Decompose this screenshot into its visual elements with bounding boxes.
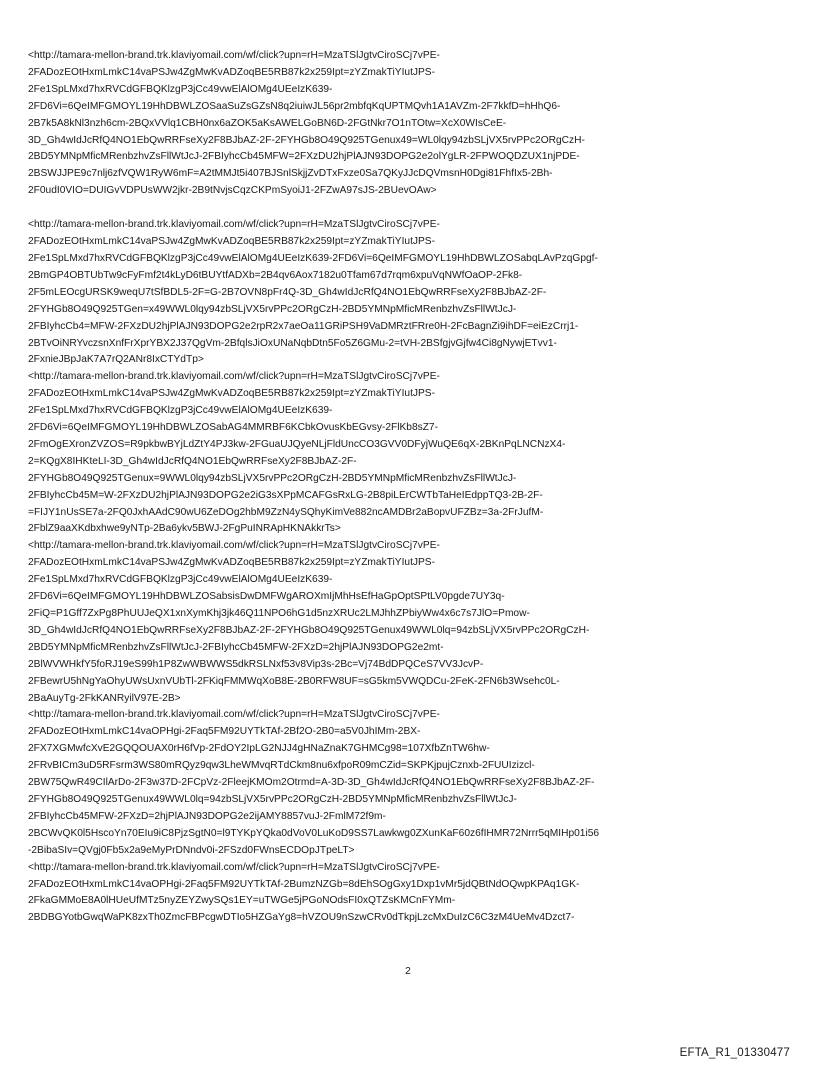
text-line: 2FRvBICm3uD5RFsrm3WS80mRQyz9qw3LheWMvqRTdCkm8nu6xfpoR09mCZid=SKPKjpujCznxb-2FUUIzizcl- (28, 760, 535, 772)
text-line: 2FblZ9aaXKdbxhwe9yNTp-2Ba6ykv5BWJ-2FgPuINRApHKNAkkrTs> (28, 523, 341, 535)
text-line: 2F0udI0VIO=DUIGvVDPUsWW2jkr-2B9tNvjsCqzCKPmSyoiJ1-2FZwA97sJS-2BUevOAw> (28, 185, 437, 197)
text-line: 2FD6Vi=6QeIMFGMOYL19HhDBWLZOSaaSuZsGZsN8q2iuiwJL56pr2mbfqKqUPTMQvh1A1AVZm-2F7kkfD=hHhQ6- (28, 100, 561, 112)
text-line: 2BTvOiNRYvczsnXnfFrXprYBX2J37QgVm-2BfqlsJiOxUNaNqbDtn5Fo5Z6GMu-2=tVH-2BSfgjvGjfw4Ci8gNywjETvv1- (28, 337, 557, 349)
text-line: 3D_Gh4wIdJcRfQ4NO1EbQwRRFseXy2F8BJbAZ-2F-2FYHGb8O49Q925TGenux49WWL0lq=94zbSLjVX5rvPPc2ORgCzH- (28, 624, 590, 636)
text-line: 2BDBGYotbGwqWaPK8zxTh0ZmcFBPcgwDTIo5HZGaYg8=hVZOU9nSzwCRv0dTkpjLzcMxDuIzC6C3zM4UeMv4Dzct7- (28, 912, 575, 924)
text-line: 2=KQgX8IHKteLI-3D_Gh4wIdJcRfQ4NO1EbQwRRFseXy2F8BJbAZ-2F- (28, 455, 357, 467)
text-line: 2B7k5A8kNl3nzh6cm-2BQxVVlq1CBH0nx6aZOK5aKsAWELGoBN6D-2FGtNkr7O1nTOtw=XcX0WIsCeE- (28, 117, 507, 129)
text-line: <http://tamara-mellon-brand.trk.klaviyomail.com/wf/click?upn=rH=MzaTSlJgtvCiroSCj7vPE- (28, 219, 440, 231)
text-line: 2BmGP4OBTUbTw9cFyFmf2t4kLyD6tBUYtfADXb=2B4qv6Aox7182u0Tfam67d7rqm6xpuVqNWfOaOP-2Fk8- (28, 269, 523, 281)
text-line: 2FADozEOtHxmLmkC14vaOPHgi-2Faq5FM92UYTkTAf-2BumzNZGb=8dEhSOgGxy1Dxp1vMr5jdQBtNdOQwpKPAq1GK- (28, 878, 580, 890)
text-line: 2FkaGMMoE8A0lHUeUfMTz5nyZEYZwySQs1EY=uTWGe5jPGoNOdsFI0xQTZsKMCnFYMm- (28, 895, 456, 907)
text-line: 2BCWvQK0l5HscoYn70EIu9iC8PjzSgtN0=l9TYKpYQka0dVoV0LuKoD9SS7Lawkwg0ZXunKaF60z6fIHMR72Nrrr5qMIHp01i56 (28, 827, 600, 839)
text-line: 2FiQ=P1Gff7ZxPg8PhUUJeQX1xnXymKhj3jk46Q11NPO6hG1d5nzXRUc2LMJhhZPbiyWw4x6c7s7JlO=Pmow- (28, 608, 530, 619)
text-line: 2BSWJJPE9c7nlj6zfVQW1RyW6mF=A2tMMJt5i407BJSnlSkjjZvDTxFxze0Sa7QKyJJcDQVmsnH0Dgi81FhfIx5-2Bh- (28, 168, 553, 180)
text-line: <http://tamara-mellon-brand.trk.klaviyomail.com/wf/click?upn=rH=MzaTSlJgtvCiroSCj7vPE- (28, 540, 440, 552)
text-line: 2FBIyhcCb4=MFW-2FXzDU2hjPlAJN93DOPG2e2rpR2x7aeOa11GRiPSH9VaDMRztFRre0H-2FcBagnZi9ihDF=eiEzCrrj1- (28, 320, 579, 332)
text-line: <http://tamara-mellon-brand.trk.klaviyomail.com/wf/click?upn=rH=MzaTSlJgtvCiroSCj7vPE- (28, 709, 440, 721)
text-line: 2FADozEOtHxmLmkC14vaPSJw4ZgMwKvADZoqBE5RB87k2x259Ipt=zYZmakTiYIutJPS- (28, 66, 435, 78)
text-line: 2FX7XGMwfcXvE2GQQOUAX0rH6fVp-2FdOY2IpLG2NJJ4gHNaZnaK7GHMCg98=107XfbZnTW6hw- (28, 743, 490, 755)
text-line: 2FD6Vi=6QeIMFGMOYL19HhDBWLZOSabsisDwDMFWgAROXmIjMhHsEfHaGpOptSPtLV0pgde7UY3q- (28, 591, 505, 603)
text-line: 2FYHGb8O49Q925TGen=x49WWL0lqy94zbSLjVX5rvPPc2ORgCzH-2BD5YMNpMficMRenbzhvZsFllWtJcJ- (28, 303, 517, 315)
text-line: -2BibaSIv=QVgj0Fb5x2a9eMyPrDNndv0i-2FSzd0FWnsECDOpJTpeLT> (28, 844, 355, 856)
link-block-1 (28, 48, 803, 200)
document-id-footer: EFTA_R1_01330477 (679, 1047, 790, 1059)
text-line: 2FxnieJBpJaK7A7rQ2ANr8IxCTYdTp> (28, 354, 204, 366)
text-line: 2Fe1SpLMxd7hxRVCdGFBQKlzgP3jCc49vwElAlOMg4UEeIzK639- (28, 574, 333, 586)
text-line: <http://tamara-mellon-brand.trk.klaviyomail.com/wf/click?upn=rH=MzaTSlJgtvCiroSCj7vPE- (28, 50, 440, 61)
text-line: 2FADozEOtHxmLmkC14vaPSJw4ZgMwKvADZoqBE5RB87k2x259Ipt=zYZmakTiYIutJPS- (28, 236, 435, 248)
text-line: 2FYHGb8O49Q925TGenux=9WWL0lqy94zbSLjVX5rvPPc2ORgCzH-2BD5YMNpMficMRenbzhvZsFllWtJcJ- (28, 472, 517, 484)
document-body (28, 48, 803, 927)
text-line: <http://tamara-mellon-brand.trk.klaviyomail.com/wf/click?upn=rH=MzaTSlJgtvCiroSCj7vPE- (28, 861, 440, 873)
text-line: 2FADozEOtHxmLmkC14vaPSJw4ZgMwKvADZoqBE5RB87k2x259Ipt=zYZmakTiYIutJPS- (28, 557, 435, 569)
text-line: 2BlWVWHkfY5foRJ19eS99h1P8ZwWBWWS5dkRSLNxf53v8Vip3s-2Bc=Vj74BdDPQCeS7VV3JcvP- (28, 658, 484, 670)
paragraph-gap (28, 200, 803, 217)
page-number: 2 (405, 966, 411, 977)
text-line: =FIJY1nUsSE7a-2FQ0JxhAAdC90wU6ZeDOg2hbM9ZzN4ySQhyKimVe882ncAMDBr2aBopvUFZBz=3a-2FrJufM- (28, 506, 544, 518)
text-line: 2FBIyhcCb45MFW-2FXzD=2hjPlAJN93DOPG2e2ijAMY8857vuJ-2FmlM72f9m- (28, 810, 386, 822)
text-line: 2F5mLEOcgURSK9weqU7tSfBDL5-2F=G-2B7OVN8pFr4Q-3D_Gh4wIdJcRfQ4NO1EbQwRRFseXy2F8BJbAZ-2F- (28, 286, 547, 298)
text-line: 3D_Gh4wIdJcRfQ4NO1EbQwRRFseXy2F8BJbAZ-2F-2FYHGb8O49Q925TGenux49=WL0lqy94zbSLjVX5rvPPc2ORgCzH- (28, 134, 585, 146)
text-line: 2FADozEOtHxmLmkC14vaOPHgi-2Faq5FM92UYTkTAf-2Bf2O-2B0=a5V0JhIMm-2BX- (28, 726, 421, 738)
text-line: 2Fe1SpLMxd7hxRVCdGFBQKlzgP3jCc49vwElAlOMg4UEeIzK639- (28, 405, 333, 417)
text-line: 2Fe1SpLMxd7hxRVCdGFBQKlzgP3jCc49vwElAlOMg4UEeIzK639-2FD6Vi=6QeIMFGMOYL19HhDBWLZOSabqLAvPzqGpgf- (28, 252, 598, 264)
text-line: 2Fe1SpLMxd7hxRVCdGFBQKlzgP3jCc49vwElAlOMg4UEeIzK639- (28, 83, 333, 95)
text-line: 2FD6Vi=6QeIMFGMOYL19HhDBWLZOSabAG4MMRBF6KCbkOvusKbEGvsy-2FlKb8sZ7- (28, 422, 438, 434)
text-line: 2FBIyhcCb45M=W-2FXzDU2hjPlAJN93DOPG2e2iG3sXPpMCAFGsRxLG-2B8piLErCWTbTaHeIEdppTQ3-2B-2F- (28, 489, 543, 501)
link-block-2 (28, 217, 803, 927)
text-line: 2BD5YMNpMficMRenbzhvZsFllWtJcJ-2FBIyhcCb45MFW=2FXzDU2hjPlAJN93DOPG2e2olYgLR-2FPWOQDZUX1njPDE- (28, 151, 580, 163)
text-line: 2BW75QwR49CIlArDo-2F3w37D-2FCpVz-2FleejKMOm2Otrmd=A-3D-3D_Gh4wIdJcRfQ4NO1EbQwRRFseXy2F8BJbAZ-2F- (28, 777, 595, 789)
text-line: <http://tamara-mellon-brand.trk.klaviyomail.com/wf/click?upn=rH=MzaTSlJgtvCiroSCj7vPE- (28, 371, 440, 383)
text-line: 2FmOgEXronZVZOS=R9pkbwBYjLdZtY4PJ3kw-2FGuaUJQyeNLjFldUncCO3GVV0DFyjWuQE6qX-2BKnPqLNCNzX4- (28, 438, 566, 450)
text-line: 2BD5YMNpMficMRenbzhvZsFllWtJcJ-2FBIyhcCb45MFW-2FXzD=2hjPlAJN93DOPG2e2mt- (28, 641, 444, 653)
text-line: 2BaAuyTg-2FkKANRyilV97E-2B> (28, 692, 181, 704)
text-line: 2FYHGb8O49Q925TGenux49WWL0lq=94zbSLjVX5rvPPc2ORgCzH-2BD5YMNpMficMRenbzhvZsFllWtJcJ- (28, 793, 517, 805)
text-line: 2FADozEOtHxmLmkC14vaPSJw4ZgMwKvADZoqBE5RB87k2x259Ipt=zYZmakTiYIutJPS- (28, 388, 435, 400)
text-line: 2FBewrU5hNgYaOhyUWsUxnVUbTl-2FKiqFMMWqXoB8E-2B0RFW8UF=sG5km5VWQDCu-2FeK-2FN6b3Wsehc0L- (28, 675, 560, 687)
